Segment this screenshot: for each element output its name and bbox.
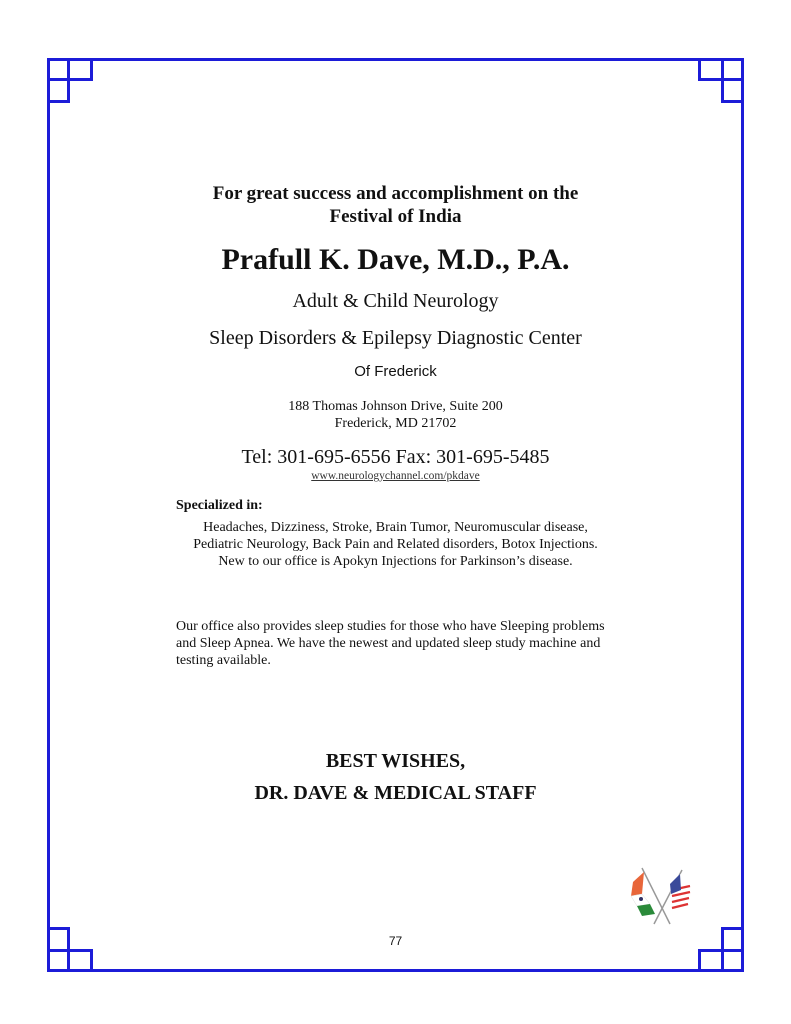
specialty: Adult & Child Neurology (292, 290, 499, 312)
specialized-line: Headaches, Dizziness, Stroke, Brain Tumor, Neuromuscular disease, (203, 520, 588, 535)
specialized-line: New to our office is Apokyn Injections for Parkinson’s disease. (218, 554, 573, 569)
doctor-name: Prafull K. Dave, M.D., P.A. (221, 243, 570, 276)
page-number: 77 (388, 934, 403, 948)
specialized-label: Specialized in: (176, 498, 263, 513)
address (0, 398, 791, 432)
heading-line-1: For great success and accomplishment on the (212, 183, 579, 204)
closing-line-2: DR. DAVE & MEDICAL STAFF (254, 782, 537, 804)
specialized-line: Pediatric Neurology, Back Pain and Related disorders, Botox Injections. (193, 537, 598, 552)
sleep-paragraph (176, 618, 605, 669)
india-usa-flags-icon (628, 866, 694, 926)
website-link[interactable]: www.neurologychannel.com/pkdave (311, 470, 480, 482)
sleep-line: Our office also provides sleep studies for those who have Sleeping problems (176, 619, 605, 634)
contact-numbers: Tel: 301-695-6556 Fax: 301-695-5485 (241, 446, 550, 468)
address-line-1: 188 Thomas Johnson Drive, Suite 200 (288, 399, 503, 414)
center-name: Sleep Disorders & Epilepsy Diagnostic Center (209, 327, 582, 349)
address-line-2: Frederick, MD 21702 (334, 416, 457, 431)
specialized-list (0, 519, 791, 570)
sleep-line: testing available. (176, 653, 271, 668)
center-location: Of Frederick (354, 363, 437, 380)
sleep-line: and Sleep Apnea. We have the newest and updated sleep study machine and (176, 636, 601, 651)
heading-line-2: Festival of India (329, 206, 462, 227)
closing-line-1: BEST WISHES, (325, 750, 466, 772)
